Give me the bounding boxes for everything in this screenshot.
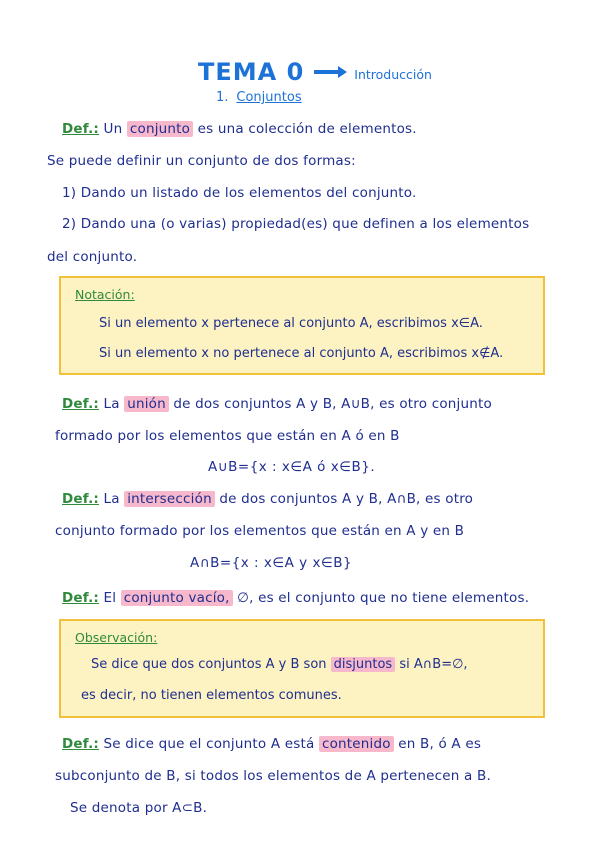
title-row (198, 58, 432, 86)
topic-label: Introducción (354, 66, 432, 82)
definition-set (62, 121, 417, 137)
highlight-term: intersección (124, 491, 215, 507)
section-heading (216, 90, 302, 105)
observation-line-1 (91, 657, 468, 672)
highlight-term: conjunto (127, 121, 193, 137)
notation-line-2: Si un elemento x no pertenece al conjunto A, escribimos x∉A. (99, 346, 504, 361)
observation-text: Se dice que dos conjuntos A y B son (91, 657, 331, 672)
def-text: de dos conjuntos A y B, A∩B, es otro (214, 491, 474, 507)
page-title: TEMA 0 (198, 58, 305, 86)
def-text: es una colección de elementos. (193, 121, 417, 137)
definition-subset (62, 736, 481, 752)
highlight-term: conjunto vacío, (121, 590, 233, 606)
def-label: Def.: (62, 736, 100, 752)
def-label: Def.: (62, 396, 100, 412)
def-text: Se dice que el conjunto A está (99, 736, 319, 752)
list-item-1: 1) Dando un listado de los elementos del conjunto. (62, 185, 417, 201)
observation-box (59, 619, 545, 718)
highlight-term: contenido (319, 736, 394, 752)
arrow-right-icon (314, 64, 348, 80)
observation-heading: Observación: (75, 630, 158, 645)
list-item-2: 2) Dando una (o varias) propiedad(es) que definen a los elementos (62, 216, 530, 232)
subset-line-2: subconjunto de B, si todos los elementos de A pertenecen a B. (55, 768, 491, 784)
def-text: ∅, es el conjunto que no tiene elementos. (232, 590, 530, 606)
union-line-2: formado por los elementos que están en A ó en B (55, 428, 400, 444)
def-text: en B, ó A es (393, 736, 482, 752)
def-label: Def.: (62, 590, 100, 606)
observation-line-2: es decir, no tienen elementos comunes. (81, 688, 342, 703)
definition-empty-set (62, 590, 529, 606)
subset-line-3: Se denota por A⊂B. (70, 800, 208, 816)
def-text: Un (99, 121, 127, 137)
section-number: 1. (216, 90, 229, 105)
section-title: Conjuntos (236, 90, 302, 105)
intersection-line-2: conjunto formado por los elementos que están en A y en B (55, 523, 465, 539)
def-text: El (99, 590, 121, 606)
highlight-term: disjuntos (331, 657, 396, 672)
highlight-term: unión (124, 396, 169, 412)
list-item-2-continued: del conjunto. (47, 249, 138, 265)
intro-line: Se puede definir un conjunto de dos formas: (47, 153, 356, 169)
def-label: Def.: (62, 121, 100, 137)
def-label: Def.: (62, 491, 100, 507)
intersection-formula: A∩B={x : x∈A y x∈B} (190, 555, 353, 571)
definition-union (62, 396, 492, 412)
observation-text: si A∩B=∅, (395, 657, 468, 672)
notation-box (59, 276, 545, 375)
notation-line-1: Si un elemento x pertenece al conjunto A, escribimos x∈A. (99, 316, 483, 331)
def-text: de dos conjuntos A y B, A∪B, es otro conjunto (168, 396, 492, 412)
def-text: La (99, 396, 125, 412)
definition-intersection (62, 491, 473, 507)
def-text: La (99, 491, 125, 507)
union-formula: A∪B={x : x∈A ó x∈B}. (208, 459, 376, 475)
notation-heading: Notación: (75, 287, 135, 302)
